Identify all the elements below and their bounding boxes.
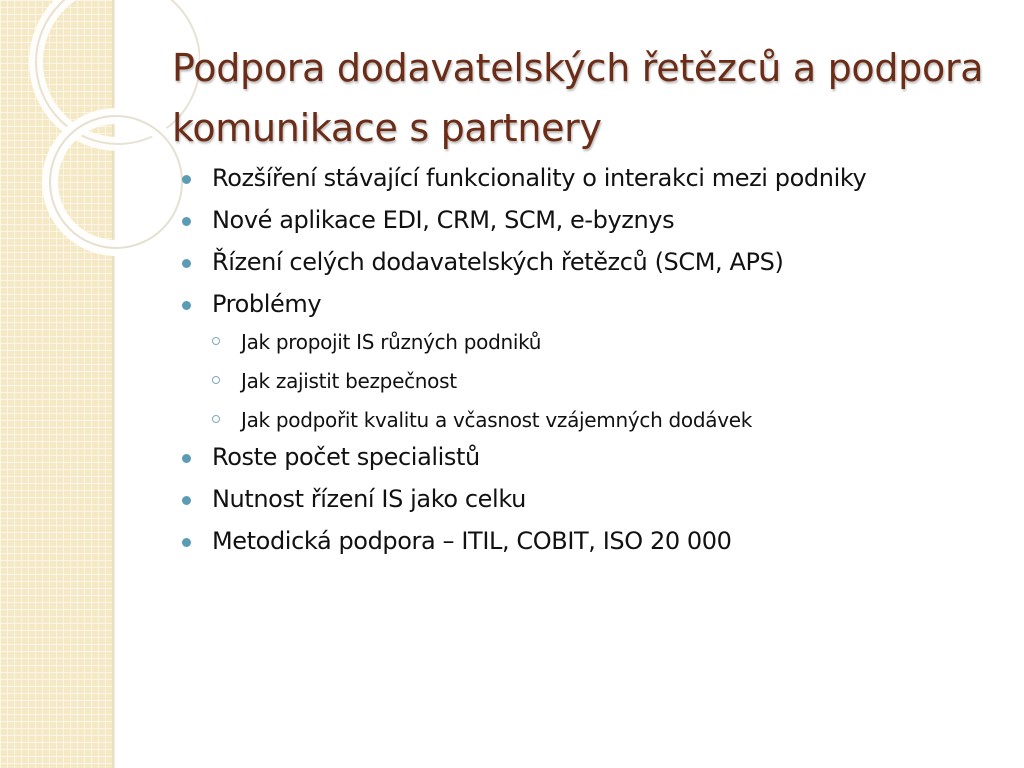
list-item-text: Nutnost řízení IS jako celku: [212, 485, 526, 513]
sub-bullet-list: [210, 329, 972, 433]
side-decor-edge: [112, 0, 115, 768]
slide-title: Podpora dodavatelských řetězců a podpora komunikace s partnery: [172, 46, 984, 150]
sub-list-item-text: Jak propojit IS různých podniků: [241, 330, 542, 354]
list-item: [182, 290, 972, 433]
list-item: [182, 206, 972, 235]
slide-content: [182, 164, 972, 569]
sub-list-item: [210, 368, 972, 394]
bullet-dot-icon: [182, 454, 191, 463]
sub-list-item-text: Jak zajistit bezpečnost: [241, 369, 457, 393]
list-item-text: Problémy: [212, 290, 322, 318]
sub-list-item: [210, 407, 972, 433]
sub-list-item: [210, 329, 972, 355]
bullet-dot-icon: [182, 217, 191, 226]
list-item: [182, 443, 972, 472]
bullet-dot-icon: [182, 496, 191, 505]
list-item-text: Řízení celých dodavatelských řetězců (SCM, APS): [212, 248, 784, 276]
list-item-text: Nové aplikace EDI, CRM, SCM, e-byznys: [212, 206, 675, 234]
side-decor-panel: [0, 0, 112, 768]
list-item: [182, 527, 972, 556]
bullet-dot-icon: [182, 259, 191, 268]
list-item: [182, 485, 972, 514]
list-item-text: Metodická podpora – ITIL, COBIT, ISO 20 000: [212, 527, 732, 555]
list-item: [182, 248, 972, 277]
bullet-dot-icon: [182, 538, 191, 547]
bullet-dot-icon: [182, 301, 191, 310]
list-item: [182, 164, 972, 193]
bullet-list: [182, 164, 972, 556]
bullet-dot-icon: [182, 175, 191, 184]
sub-list-item-text: Jak podpořit kvalitu a včasnost vzájemných dodávek: [241, 408, 753, 432]
ring-bullet-icon: [212, 337, 220, 345]
list-item-text: Roste počet specialistů: [212, 443, 480, 471]
ring-bullet-icon: [212, 376, 220, 384]
ring-bullet-icon: [212, 415, 220, 423]
list-item-text: Rozšíření stávající funkcionality o interakci mezi podniky: [212, 164, 867, 192]
